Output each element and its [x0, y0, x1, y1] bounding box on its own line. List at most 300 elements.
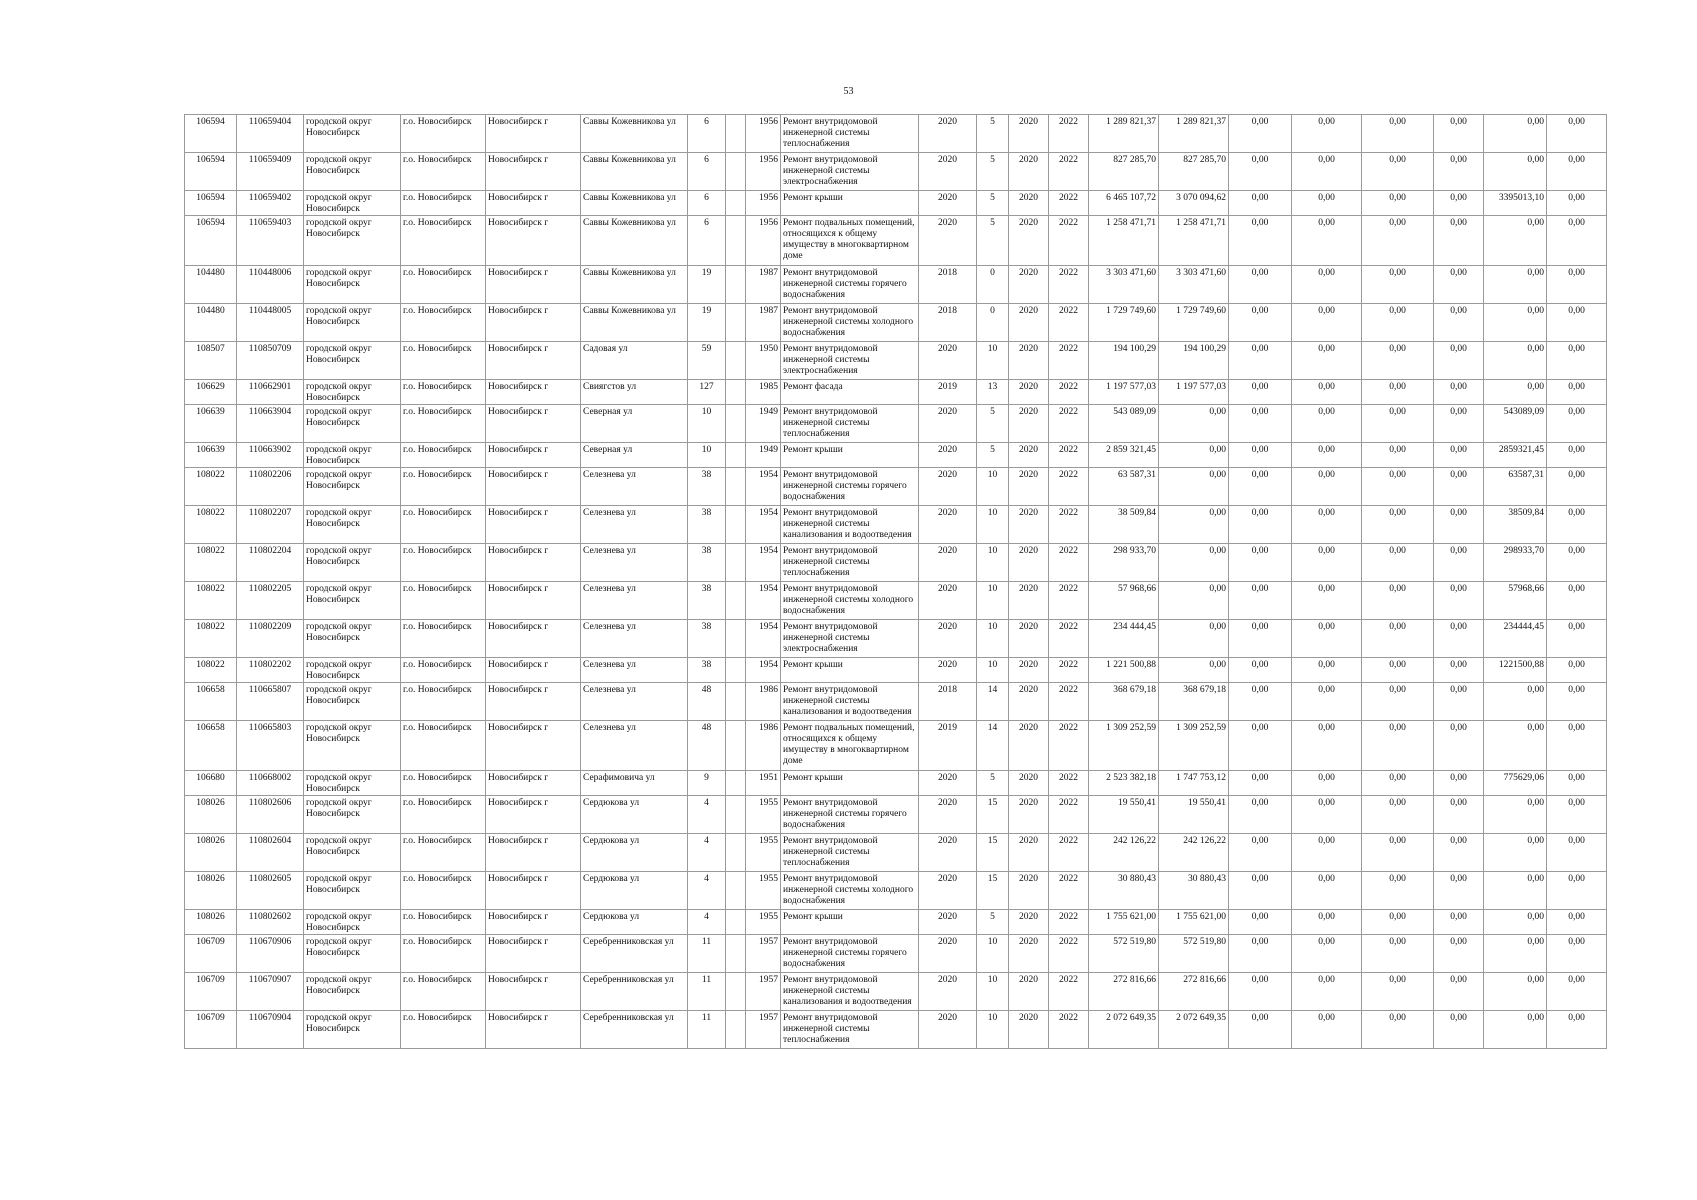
- cell-year-to: 2022: [1049, 973, 1089, 1011]
- cell-v5: 0,00: [1484, 380, 1547, 405]
- cell-blank: [726, 721, 746, 771]
- cell-municipality: г.о. Новосибирск: [401, 468, 486, 506]
- cell-code: 110670904: [237, 1011, 304, 1049]
- cell-sum-a: 572 519,80: [1159, 935, 1229, 973]
- cell-sum-a: 19 550,41: [1159, 796, 1229, 834]
- cell-work-type: Ремонт фасада: [781, 380, 919, 405]
- cell-v3: 0,00: [1362, 910, 1434, 935]
- cell-v6: 0,00: [1547, 191, 1607, 216]
- cell-district: городской округ Новосибирск: [304, 872, 401, 910]
- table-row: [185, 544, 1607, 582]
- cell-code: 110670906: [237, 935, 304, 973]
- cell-v6: 0,00: [1547, 935, 1607, 973]
- cell-street: Сердюкова ул: [581, 834, 688, 872]
- cell-plan-year: 2020: [919, 1011, 977, 1049]
- cell-municipality: г.о. Новосибирск: [401, 266, 486, 304]
- cell-v3: 0,00: [1362, 304, 1434, 342]
- cell-house: 48: [688, 721, 726, 771]
- cell-district: городской округ Новосибирск: [304, 544, 401, 582]
- cell-plan-year: 2020: [919, 342, 977, 380]
- cell-id: 106594: [185, 191, 237, 216]
- cell-v6: 0,00: [1547, 405, 1607, 443]
- cell-year-from: 2020: [1009, 266, 1049, 304]
- cell-house: 59: [688, 342, 726, 380]
- cell-street: Серебренниковская ул: [581, 973, 688, 1011]
- cell-blank: [726, 468, 746, 506]
- cell-v3: 0,00: [1362, 266, 1434, 304]
- cell-plan-year: 2020: [919, 405, 977, 443]
- cell-n: 10: [977, 620, 1009, 658]
- cell-work-type: Ремонт внутридомовой инженерной системы горячего водоснабжения: [781, 796, 919, 834]
- cell-district: городской округ Новосибирск: [304, 115, 401, 153]
- cell-house: 19: [688, 266, 726, 304]
- cell-v4: 0,00: [1434, 153, 1484, 191]
- cell-blank: [726, 506, 746, 544]
- cell-work-type: Ремонт подвальных помещений, относящихся к общему имуществу в многоквартирном доме: [781, 216, 919, 266]
- cell-v6: 0,00: [1547, 658, 1607, 683]
- cell-year-from: 2020: [1009, 620, 1049, 658]
- table-row: [185, 834, 1607, 872]
- cell-v6: 0,00: [1547, 834, 1607, 872]
- cell-v2: 0,00: [1292, 796, 1362, 834]
- cell-year-built: 1986: [746, 721, 781, 771]
- cell-n: 5: [977, 443, 1009, 468]
- cell-v3: 0,00: [1362, 544, 1434, 582]
- cell-year-from: 2020: [1009, 216, 1049, 266]
- cell-city: Новосибирск г: [486, 304, 581, 342]
- cell-v4: 0,00: [1434, 834, 1484, 872]
- cell-plan-year: 2020: [919, 658, 977, 683]
- cell-plan-year: 2020: [919, 506, 977, 544]
- cell-blank: [726, 266, 746, 304]
- cell-district: городской округ Новосибирск: [304, 582, 401, 620]
- cell-year-from: 2020: [1009, 115, 1049, 153]
- cell-v2: 0,00: [1292, 683, 1362, 721]
- cell-sum-a: 1 197 577,03: [1159, 380, 1229, 405]
- cell-house: 4: [688, 872, 726, 910]
- cell-plan-year: 2020: [919, 620, 977, 658]
- cell-street: Селезнева ул: [581, 544, 688, 582]
- cell-v1: 0,00: [1229, 1011, 1292, 1049]
- cell-year-from: 2020: [1009, 342, 1049, 380]
- cell-v2: 0,00: [1292, 721, 1362, 771]
- cell-blank: [726, 405, 746, 443]
- cell-total: 2 859 321,45: [1089, 443, 1159, 468]
- cell-n: 15: [977, 872, 1009, 910]
- cell-street: Северная ул: [581, 405, 688, 443]
- cell-v6: 0,00: [1547, 342, 1607, 380]
- cell-city: Новосибирск г: [486, 191, 581, 216]
- cell-municipality: г.о. Новосибирск: [401, 342, 486, 380]
- table-row: [185, 796, 1607, 834]
- cell-v1: 0,00: [1229, 506, 1292, 544]
- cell-district: городской округ Новосибирск: [304, 266, 401, 304]
- cell-v3: 0,00: [1362, 582, 1434, 620]
- cell-city: Новосибирск г: [486, 721, 581, 771]
- cell-v5: 63587,31: [1484, 468, 1547, 506]
- cell-year-to: 2022: [1049, 191, 1089, 216]
- cell-v5: 0,00: [1484, 910, 1547, 935]
- cell-district: городской округ Новосибирск: [304, 910, 401, 935]
- cell-sum-a: 1 309 252,59: [1159, 721, 1229, 771]
- cell-plan-year: 2020: [919, 153, 977, 191]
- cell-v6: 0,00: [1547, 582, 1607, 620]
- cell-city: Новосибирск г: [486, 544, 581, 582]
- cell-year-to: 2022: [1049, 544, 1089, 582]
- cell-work-type: Ремонт внутридомовой инженерной системы холодного водоснабжения: [781, 582, 919, 620]
- cell-total: 1 258 471,71: [1089, 216, 1159, 266]
- cell-work-type: Ремонт внутридомовой инженерной системы горячего водоснабжения: [781, 935, 919, 973]
- cell-total: 543 089,09: [1089, 405, 1159, 443]
- cell-v1: 0,00: [1229, 405, 1292, 443]
- cell-house: 6: [688, 153, 726, 191]
- cell-municipality: г.о. Новосибирск: [401, 834, 486, 872]
- cell-municipality: г.о. Новосибирск: [401, 582, 486, 620]
- cell-district: городской округ Новосибирск: [304, 771, 401, 796]
- table-row: [185, 216, 1607, 266]
- cell-total: 19 550,41: [1089, 796, 1159, 834]
- cell-id: 108022: [185, 582, 237, 620]
- cell-v2: 0,00: [1292, 266, 1362, 304]
- table-row: [185, 191, 1607, 216]
- cell-v5: 0,00: [1484, 1011, 1547, 1049]
- cell-year-built: 1954: [746, 620, 781, 658]
- cell-id: 108022: [185, 544, 237, 582]
- cell-work-type: Ремонт внутридомовой инженерной системы холодного водоснабжения: [781, 872, 919, 910]
- cell-city: Новосибирск г: [486, 935, 581, 973]
- cell-municipality: г.о. Новосибирск: [401, 153, 486, 191]
- cell-year-to: 2022: [1049, 796, 1089, 834]
- cell-sum-a: 1 729 749,60: [1159, 304, 1229, 342]
- cell-v2: 0,00: [1292, 582, 1362, 620]
- cell-n: 14: [977, 683, 1009, 721]
- table-row: [185, 910, 1607, 935]
- cell-year-from: 2020: [1009, 721, 1049, 771]
- cell-v4: 0,00: [1434, 216, 1484, 266]
- cell-v5: 0,00: [1484, 153, 1547, 191]
- cell-v1: 0,00: [1229, 216, 1292, 266]
- cell-v2: 0,00: [1292, 620, 1362, 658]
- cell-v5: 234444,45: [1484, 620, 1547, 658]
- cell-n: 5: [977, 216, 1009, 266]
- cell-year-to: 2022: [1049, 266, 1089, 304]
- cell-v2: 0,00: [1292, 658, 1362, 683]
- cell-work-type: Ремонт внутридомовой инженерной системы теплоснабжения: [781, 544, 919, 582]
- cell-total: 827 285,70: [1089, 153, 1159, 191]
- cell-year-from: 2020: [1009, 544, 1049, 582]
- cell-municipality: г.о. Новосибирск: [401, 304, 486, 342]
- cell-year-to: 2022: [1049, 582, 1089, 620]
- cell-v5: 3395013,10: [1484, 191, 1547, 216]
- cell-year-from: 2020: [1009, 304, 1049, 342]
- cell-v5: 775629,06: [1484, 771, 1547, 796]
- cell-work-type: Ремонт внутридомовой инженерной системы горячего водоснабжения: [781, 468, 919, 506]
- cell-v3: 0,00: [1362, 380, 1434, 405]
- cell-sum-a: 242 126,22: [1159, 834, 1229, 872]
- cell-house: 11: [688, 973, 726, 1011]
- table-row: [185, 468, 1607, 506]
- cell-sum-a: 0,00: [1159, 582, 1229, 620]
- cell-v5: 0,00: [1484, 342, 1547, 380]
- cell-house: 19: [688, 304, 726, 342]
- cell-v6: 0,00: [1547, 216, 1607, 266]
- cell-plan-year: 2020: [919, 544, 977, 582]
- cell-v6: 0,00: [1547, 796, 1607, 834]
- table-row: [185, 405, 1607, 443]
- cell-street: Садовая ул: [581, 342, 688, 380]
- cell-year-built: 1957: [746, 1011, 781, 1049]
- cell-v3: 0,00: [1362, 872, 1434, 910]
- cell-district: городской округ Новосибирск: [304, 191, 401, 216]
- cell-year-built: 1956: [746, 153, 781, 191]
- cell-n: 10: [977, 506, 1009, 544]
- cell-v6: 0,00: [1547, 304, 1607, 342]
- cell-v2: 0,00: [1292, 342, 1362, 380]
- cell-city: Новосибирск г: [486, 872, 581, 910]
- cell-v3: 0,00: [1362, 796, 1434, 834]
- cell-v1: 0,00: [1229, 582, 1292, 620]
- cell-plan-year: 2019: [919, 380, 977, 405]
- table-row: [185, 266, 1607, 304]
- cell-plan-year: 2020: [919, 216, 977, 266]
- cell-n: 10: [977, 658, 1009, 683]
- cell-total: 6 465 107,72: [1089, 191, 1159, 216]
- table-row: [185, 153, 1607, 191]
- cell-work-type: Ремонт внутридомовой инженерной системы электроснабжения: [781, 342, 919, 380]
- cell-year-to: 2022: [1049, 910, 1089, 935]
- cell-total: 1 289 821,37: [1089, 115, 1159, 153]
- cell-v3: 0,00: [1362, 973, 1434, 1011]
- cell-street: Северная ул: [581, 443, 688, 468]
- cell-v3: 0,00: [1362, 443, 1434, 468]
- cell-year-built: 1951: [746, 771, 781, 796]
- cell-year-to: 2022: [1049, 115, 1089, 153]
- cell-v1: 0,00: [1229, 834, 1292, 872]
- cell-year-from: 2020: [1009, 796, 1049, 834]
- cell-year-built: 1987: [746, 266, 781, 304]
- cell-sum-a: 1 289 821,37: [1159, 115, 1229, 153]
- cell-v1: 0,00: [1229, 304, 1292, 342]
- cell-v2: 0,00: [1292, 405, 1362, 443]
- cell-n: 5: [977, 191, 1009, 216]
- cell-v5: 1221500,88: [1484, 658, 1547, 683]
- cell-house: 4: [688, 834, 726, 872]
- cell-district: городской округ Новосибирск: [304, 658, 401, 683]
- cell-v6: 0,00: [1547, 1011, 1607, 1049]
- cell-n: 5: [977, 771, 1009, 796]
- cell-v1: 0,00: [1229, 910, 1292, 935]
- table-body: [185, 115, 1607, 1049]
- cell-v3: 0,00: [1362, 115, 1434, 153]
- cell-v4: 0,00: [1434, 405, 1484, 443]
- cell-city: Новосибирск г: [486, 1011, 581, 1049]
- cell-v3: 0,00: [1362, 191, 1434, 216]
- cell-total: 3 303 471,60: [1089, 266, 1159, 304]
- cell-code: 110802202: [237, 658, 304, 683]
- cell-v2: 0,00: [1292, 771, 1362, 796]
- cell-municipality: г.о. Новосибирск: [401, 405, 486, 443]
- table-row: [185, 342, 1607, 380]
- cell-blank: [726, 304, 746, 342]
- cell-city: Новосибирск г: [486, 443, 581, 468]
- cell-id: 106658: [185, 721, 237, 771]
- cell-v4: 0,00: [1434, 342, 1484, 380]
- cell-id: 106639: [185, 405, 237, 443]
- cell-municipality: г.о. Новосибирск: [401, 658, 486, 683]
- cell-street: Свиягстов ул: [581, 380, 688, 405]
- cell-year-from: 2020: [1009, 973, 1049, 1011]
- cell-code: 110802207: [237, 506, 304, 544]
- cell-house: 48: [688, 683, 726, 721]
- cell-city: Новосибирск г: [486, 910, 581, 935]
- cell-v5: 0,00: [1484, 216, 1547, 266]
- cell-city: Новосибирск г: [486, 380, 581, 405]
- cell-sum-a: 2 072 649,35: [1159, 1011, 1229, 1049]
- cell-total: 242 126,22: [1089, 834, 1159, 872]
- cell-id: 108026: [185, 796, 237, 834]
- cell-house: 11: [688, 935, 726, 973]
- cell-year-from: 2020: [1009, 834, 1049, 872]
- cell-sum-a: 827 285,70: [1159, 153, 1229, 191]
- cell-id: 108026: [185, 872, 237, 910]
- cell-street: Серафимовича ул: [581, 771, 688, 796]
- cell-id: 106709: [185, 1011, 237, 1049]
- cell-sum-a: 1 258 471,71: [1159, 216, 1229, 266]
- cell-municipality: г.о. Новосибирск: [401, 771, 486, 796]
- cell-v5: 0,00: [1484, 266, 1547, 304]
- cell-total: 572 519,80: [1089, 935, 1159, 973]
- cell-blank: [726, 153, 746, 191]
- table-row: [185, 620, 1607, 658]
- table-row: [185, 582, 1607, 620]
- cell-total: 234 444,45: [1089, 620, 1159, 658]
- cell-district: городской округ Новосибирск: [304, 405, 401, 443]
- cell-year-built: 1987: [746, 304, 781, 342]
- cell-year-to: 2022: [1049, 1011, 1089, 1049]
- cell-v5: 298933,70: [1484, 544, 1547, 582]
- table-row: [185, 721, 1607, 771]
- cell-code: 110802604: [237, 834, 304, 872]
- cell-house: 10: [688, 405, 726, 443]
- cell-municipality: г.о. Новосибирск: [401, 544, 486, 582]
- cell-city: Новосибирск г: [486, 468, 581, 506]
- cell-house: 38: [688, 468, 726, 506]
- cell-v5: 57968,66: [1484, 582, 1547, 620]
- cell-code: 110665803: [237, 721, 304, 771]
- cell-v4: 0,00: [1434, 191, 1484, 216]
- cell-blank: [726, 544, 746, 582]
- cell-v2: 0,00: [1292, 468, 1362, 506]
- cell-v6: 0,00: [1547, 683, 1607, 721]
- cell-blank: [726, 910, 746, 935]
- cell-year-built: 1955: [746, 872, 781, 910]
- cell-total: 38 509,84: [1089, 506, 1159, 544]
- cell-v5: 0,00: [1484, 115, 1547, 153]
- cell-plan-year: 2019: [919, 721, 977, 771]
- cell-n: 5: [977, 405, 1009, 443]
- cell-house: 38: [688, 582, 726, 620]
- cell-year-built: 1956: [746, 115, 781, 153]
- cell-year-from: 2020: [1009, 506, 1049, 544]
- cell-v6: 0,00: [1547, 153, 1607, 191]
- cell-sum-a: 0,00: [1159, 544, 1229, 582]
- table-row: [185, 1011, 1607, 1049]
- cell-blank: [726, 771, 746, 796]
- cell-v5: 0,00: [1484, 683, 1547, 721]
- cell-year-built: 1985: [746, 380, 781, 405]
- cell-plan-year: 2020: [919, 115, 977, 153]
- cell-v2: 0,00: [1292, 443, 1362, 468]
- cell-district: городской округ Новосибирск: [304, 935, 401, 973]
- cell-street: Сердюкова ул: [581, 872, 688, 910]
- cell-v1: 0,00: [1229, 683, 1292, 721]
- cell-v3: 0,00: [1362, 771, 1434, 796]
- cell-blank: [726, 342, 746, 380]
- cell-year-built: 1949: [746, 443, 781, 468]
- cell-blank: [726, 191, 746, 216]
- table-row: [185, 658, 1607, 683]
- page-number: 53: [843, 86, 854, 97]
- cell-year-from: 2020: [1009, 443, 1049, 468]
- cell-city: Новосибирск г: [486, 658, 581, 683]
- cell-total: 1 221 500,88: [1089, 658, 1159, 683]
- cell-v6: 0,00: [1547, 544, 1607, 582]
- cell-v2: 0,00: [1292, 304, 1362, 342]
- cell-v2: 0,00: [1292, 115, 1362, 153]
- cell-v4: 0,00: [1434, 910, 1484, 935]
- cell-total: 57 968,66: [1089, 582, 1159, 620]
- cell-year-to: 2022: [1049, 506, 1089, 544]
- cell-v5: 0,00: [1484, 973, 1547, 1011]
- cell-v1: 0,00: [1229, 468, 1292, 506]
- cell-plan-year: 2020: [919, 935, 977, 973]
- cell-work-type: Ремонт крыши: [781, 910, 919, 935]
- cell-total: 298 933,70: [1089, 544, 1159, 582]
- cell-plan-year: 2020: [919, 582, 977, 620]
- cell-work-type: Ремонт внутридомовой инженерной системы холодного водоснабжения: [781, 304, 919, 342]
- cell-house: 38: [688, 506, 726, 544]
- cell-n: 10: [977, 582, 1009, 620]
- cell-year-to: 2022: [1049, 872, 1089, 910]
- cell-total: 1 197 577,03: [1089, 380, 1159, 405]
- cell-sum-a: 368 679,18: [1159, 683, 1229, 721]
- cell-n: 10: [977, 342, 1009, 380]
- cell-v5: 0,00: [1484, 721, 1547, 771]
- cell-house: 6: [688, 191, 726, 216]
- cell-v1: 0,00: [1229, 796, 1292, 834]
- cell-v4: 0,00: [1434, 935, 1484, 973]
- cell-street: Селезнева ул: [581, 620, 688, 658]
- cell-blank: [726, 658, 746, 683]
- cell-v2: 0,00: [1292, 216, 1362, 266]
- cell-v4: 0,00: [1434, 380, 1484, 405]
- cell-street: Саввы Кожевникова ул: [581, 153, 688, 191]
- cell-district: городской округ Новосибирск: [304, 342, 401, 380]
- cell-year-built: 1956: [746, 216, 781, 266]
- cell-v2: 0,00: [1292, 380, 1362, 405]
- cell-plan-year: 2020: [919, 796, 977, 834]
- cell-district: городской округ Новосибирск: [304, 304, 401, 342]
- cell-district: городской округ Новосибирск: [304, 973, 401, 1011]
- cell-v2: 0,00: [1292, 191, 1362, 216]
- cell-v5: 38509,84: [1484, 506, 1547, 544]
- cell-district: городской округ Новосибирск: [304, 443, 401, 468]
- cell-work-type: Ремонт внутридомовой инженерной системы электроснабжения: [781, 153, 919, 191]
- cell-year-from: 2020: [1009, 191, 1049, 216]
- cell-v1: 0,00: [1229, 153, 1292, 191]
- cell-id: 106709: [185, 935, 237, 973]
- cell-sum-a: 0,00: [1159, 443, 1229, 468]
